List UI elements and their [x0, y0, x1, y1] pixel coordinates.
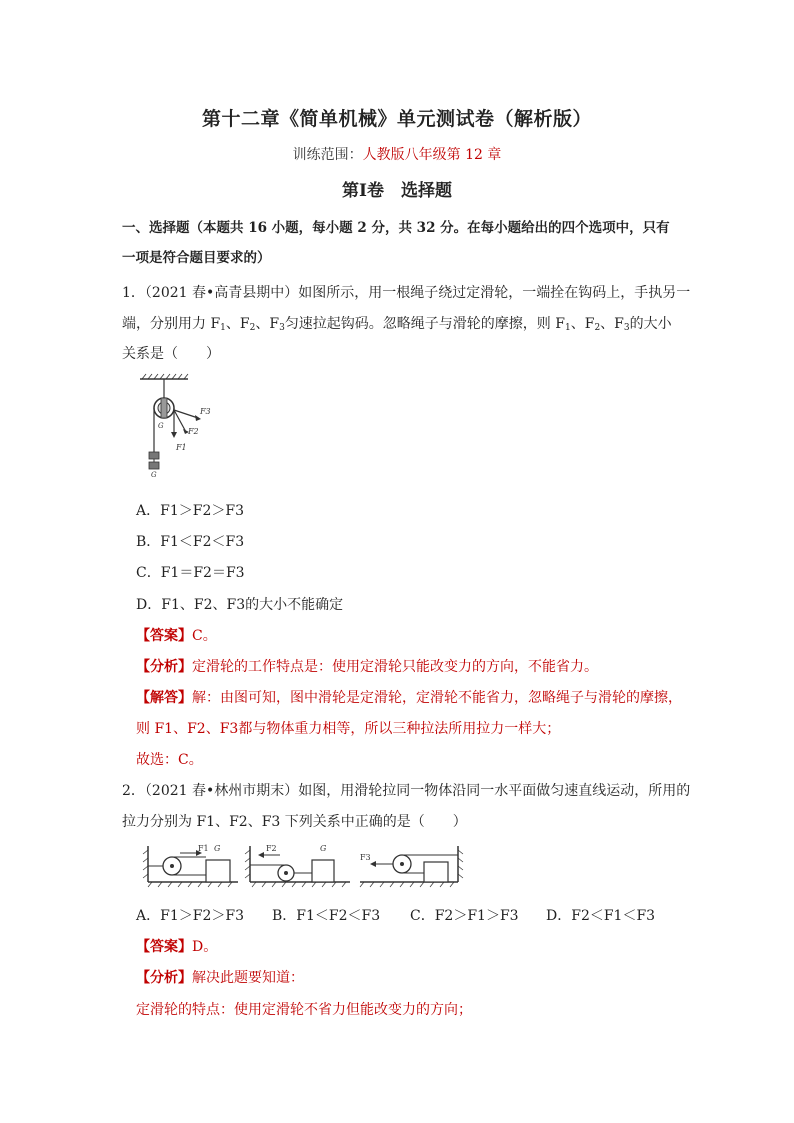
q1-text-part: 、F: [255, 316, 280, 332]
option-text: F1＝F2＝F3: [160, 565, 245, 581]
q1-figure-label-f3: F3: [200, 407, 211, 416]
q2-setup-1: [143, 844, 238, 887]
answer-value: C。: [192, 628, 217, 644]
q2-figure-label-f2: F2: [266, 844, 277, 853]
solution-tag: 【解答】: [136, 690, 192, 706]
q2-figure-label-g2: G: [320, 844, 327, 853]
q1-text-part: 端，分别用力 F: [122, 316, 221, 332]
option-prefix: C．: [136, 565, 161, 581]
answer-value: D。: [192, 939, 218, 955]
analysis-tag: 【分析】: [136, 659, 192, 675]
q2-figure-label-f3: F3: [360, 853, 371, 862]
question-1-line1: 1．（2021 春•高青县期中）如图所示，用一根绳子绕过定滑轮，一端拴在钩码上，手执另一: [122, 285, 691, 301]
q2-option-a[interactable]: A．F1＞F2＞F3: [136, 908, 244, 924]
q1-figure-label-g-bottom: G: [151, 471, 157, 479]
q2-option-c[interactable]: C．F2＞F1＞F3: [410, 908, 519, 924]
q1-solution-line2: 则 F1、F2、F3都与物体重力相等，所以三种拉法所用拉力一样大；: [136, 721, 561, 737]
q1-text-part: 、F: [225, 316, 250, 332]
q1-option-b[interactable]: [136, 531, 244, 551]
option-text: F1、F2、F3的大小不能确定: [161, 597, 344, 613]
q1-text-part: 匀速拉起钩码。忽略绳子与滑轮的摩擦，则 F: [284, 316, 565, 332]
q2-pulley-figure: [140, 840, 460, 890]
analysis-value: 定滑轮的工作特点是：使用定滑轮只能改变力的方向，不能省力。: [192, 659, 598, 675]
q1-figure-label-g-top: G: [158, 422, 164, 430]
q2-analysis: [136, 967, 304, 987]
q2-answer: [136, 936, 217, 956]
section-instructions-line2: 一项是符合题目要求的）: [122, 250, 271, 266]
volume-heading: 第Ⅰ卷 选择题: [342, 181, 452, 201]
section-instructions-line1: 一、选择题（本题共 16 小题，每小题 2 分，共 32 分。在每小题给出的四个选项中，只有: [122, 220, 670, 236]
option-text: F1＞F2＞F3: [160, 503, 244, 519]
analysis-tag: 【分析】: [136, 970, 192, 986]
q1-option-a[interactable]: [136, 500, 244, 520]
solution-value: 解：由图可知，图中滑轮是定滑轮，定滑轮不能省力，忽略绳子与滑轮的摩擦，: [192, 690, 682, 706]
option-prefix: B．: [136, 534, 161, 550]
answer-tag: 【答案】: [136, 628, 192, 644]
analysis-value: 解决此题要知道：: [192, 970, 304, 986]
page-title: 第十二章《简单机械》单元测试卷（解析版）: [201, 108, 592, 130]
question-1-line3: 关系是（ ）: [122, 346, 220, 362]
range-value: 人教版八年级第 12 章: [362, 147, 502, 163]
q1-text-part: 的大小: [629, 316, 672, 332]
q1-option-d[interactable]: [136, 594, 343, 614]
q1-text-part: 、F: [600, 316, 624, 332]
option-prefix: D．: [136, 597, 162, 613]
q2-setup-3: [360, 846, 463, 887]
q1-answer: [136, 625, 217, 645]
q2-note: 定滑轮的特点：使用定滑轮不省力但能改变力的方向；: [136, 1002, 472, 1018]
question-1-line2: 端，分别用力 $F_1$、$F_2$、$F_3$匀速拉起钩码。忽略绳子与滑轮的摩擦，则 $F_1$、$F_2$、$F_3$的大小: [122, 316, 672, 333]
q2-option-d[interactable]: D．F2＜F1＜F3: [546, 908, 656, 924]
q1-figure-label-f2: F2: [188, 427, 199, 436]
question-2-line2: 拉力分别为 F1、F2、F3 下列关系中正确的是（ ）: [122, 814, 467, 830]
q2-setup-2: [245, 844, 350, 887]
q1-analysis: [136, 656, 598, 676]
q1-choice: 故选：C。: [136, 752, 203, 768]
q2-figure-label-f1: F1: [198, 844, 209, 853]
q1-option-c[interactable]: [136, 562, 245, 582]
q1-pulley-figure: [138, 374, 218, 484]
q1-text-part: 、F: [570, 316, 595, 332]
training-range: [0, 144, 794, 164]
q2-option-b[interactable]: B．F1＜F2＜F3: [272, 908, 381, 924]
answer-tag: 【答案】: [136, 939, 192, 955]
q2-figure-label-g1: G: [214, 844, 221, 853]
range-label: 训练范围：: [292, 147, 363, 163]
question-2-line1: 2．（2021 春•林州市期末）如图，用滑轮拉同一物体沿同一水平面做匀速直线运动，所用的: [122, 783, 691, 799]
option-text: F1＜F2＜F3: [160, 534, 245, 550]
option-prefix: A．: [136, 503, 161, 519]
q1-solution: [136, 687, 682, 707]
q1-figure-label-f1: F1: [176, 443, 187, 452]
